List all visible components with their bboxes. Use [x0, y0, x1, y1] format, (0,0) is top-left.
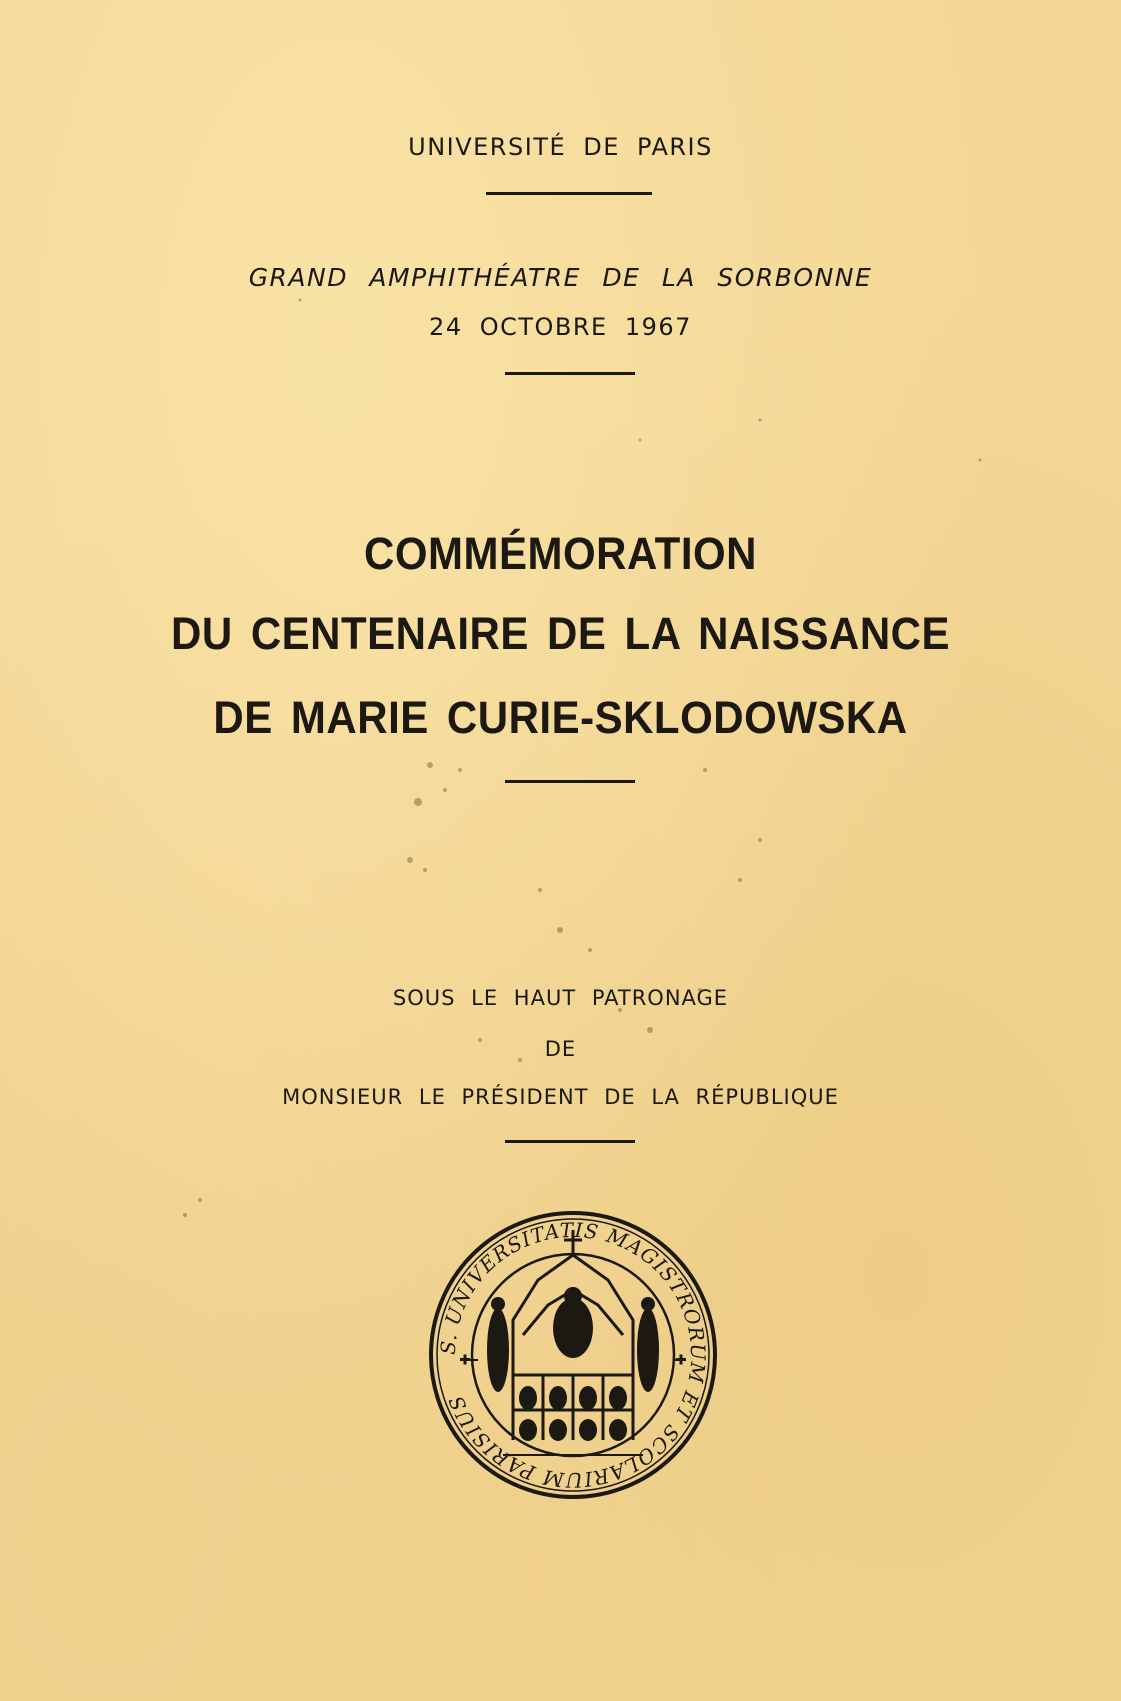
title-line-1: COMMÉMORATION [363, 528, 757, 579]
divider-rule [486, 192, 652, 195]
svg-text:S. UNIVERSITATIS MAGISTRORUM E: S. UNIVERSITATIS MAGISTRORUM ET SCOLARIUM PARISIUS [435, 1217, 711, 1493]
divider-rule [505, 372, 635, 375]
university-seal-emblem [428, 1210, 718, 1500]
title-line-2: DU CENTENAIRE DE LA NAISSANCE [171, 608, 950, 659]
patronage-line-2: DE [544, 1037, 577, 1061]
divider-rule [505, 780, 635, 783]
divider-rule [505, 1140, 635, 1143]
venue-line: GRAND AMPHITHÉATRE DE LA SORBONNE [248, 263, 873, 292]
patronage-line-1: SOUS LE HAUT PATRONAGE [392, 986, 729, 1010]
institution-heading: UNIVERSITÉ DE PARIS [408, 133, 713, 161]
title-line-3: DE MARIE CURIE-SKLODOWSKA [213, 692, 908, 743]
event-date: 24 OCTOBRE 1967 [429, 313, 692, 341]
patronage-line-3: MONSIEUR LE PRÉSIDENT DE LA RÉPUBLIQUE [282, 1085, 839, 1109]
